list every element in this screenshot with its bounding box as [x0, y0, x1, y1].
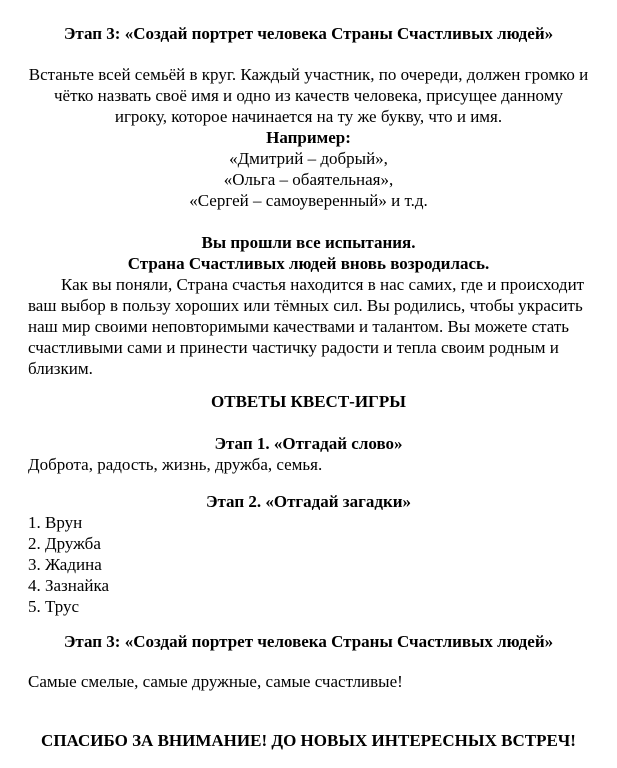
stage1-heading: Этап 1. «Отгадай слово»: [214, 434, 403, 453]
stage3-heading: Этап 3: «Создай портрет человека Страны Счастливых людей»: [63, 24, 554, 43]
stage2-answer-item: 5. Трус: [28, 597, 80, 616]
finale-line-2: Страна Счастливых людей вновь возродилась.: [127, 254, 490, 273]
example-list: [28, 148, 589, 211]
stage1-answer: Доброта, радость, жизнь, дружба, семья.: [28, 455, 323, 474]
finale-line-1: Вы прошли все испытания.: [201, 233, 416, 252]
finale-block: [28, 232, 589, 379]
example-item: «Сергей – самоуверенный» и т.д.: [189, 191, 428, 210]
stage2-heading: Этап 2. «Отгадай загадки»: [205, 492, 412, 511]
answers-heading: ОТВЕТЫ КВЕСТ-ИГРЫ: [211, 392, 406, 411]
stage2-answer-item: 1. Врун: [28, 513, 83, 532]
example-item: «Дмитрий – добрый»,: [229, 149, 388, 168]
stage2-answer-item: 2. Дружба: [28, 534, 101, 553]
stage3-intro-paragraph: Встаньте всей семьёй в круг. Каждый участник, по очереди, должен громко и чётко назвать своё имя и одно из качеств человека, присущее данному игроку, которое начинается на ту же букву, что и имя.: [28, 65, 589, 126]
stage2-answer-item: 4. Зазнайка: [28, 576, 110, 595]
finale-paragraph: Как вы поняли, Страна счастья находится в нас самих, где и происходит ваш выбор в пользу хороших или тёмных сил. Вы родились, чтобы украсить наш мир своими неповторимыми качествами и талантом. Вы можете стать счастливыми сами и принести частичку радости и тепла своим родным и близким.: [28, 275, 585, 378]
example-label: Например:: [266, 128, 351, 147]
stage3-answer: Самые смелые, самые дружные, самые счастливые!: [28, 672, 403, 691]
stage2-answer-list: [28, 512, 589, 617]
example-item: «Ольга – обаятельная»,: [223, 170, 394, 189]
stage2-answer-item: 3. Жадина: [28, 555, 102, 574]
stage3-answers-heading: Этап 3: «Создай портрет человека Страны Счастливых людей»: [63, 632, 554, 651]
closing-line: СПАСИБО ЗА ВНИМАНИЕ! ДО НОВЫХ ИНТЕРЕСНЫХ ВСТРЕЧ!: [41, 731, 576, 750]
